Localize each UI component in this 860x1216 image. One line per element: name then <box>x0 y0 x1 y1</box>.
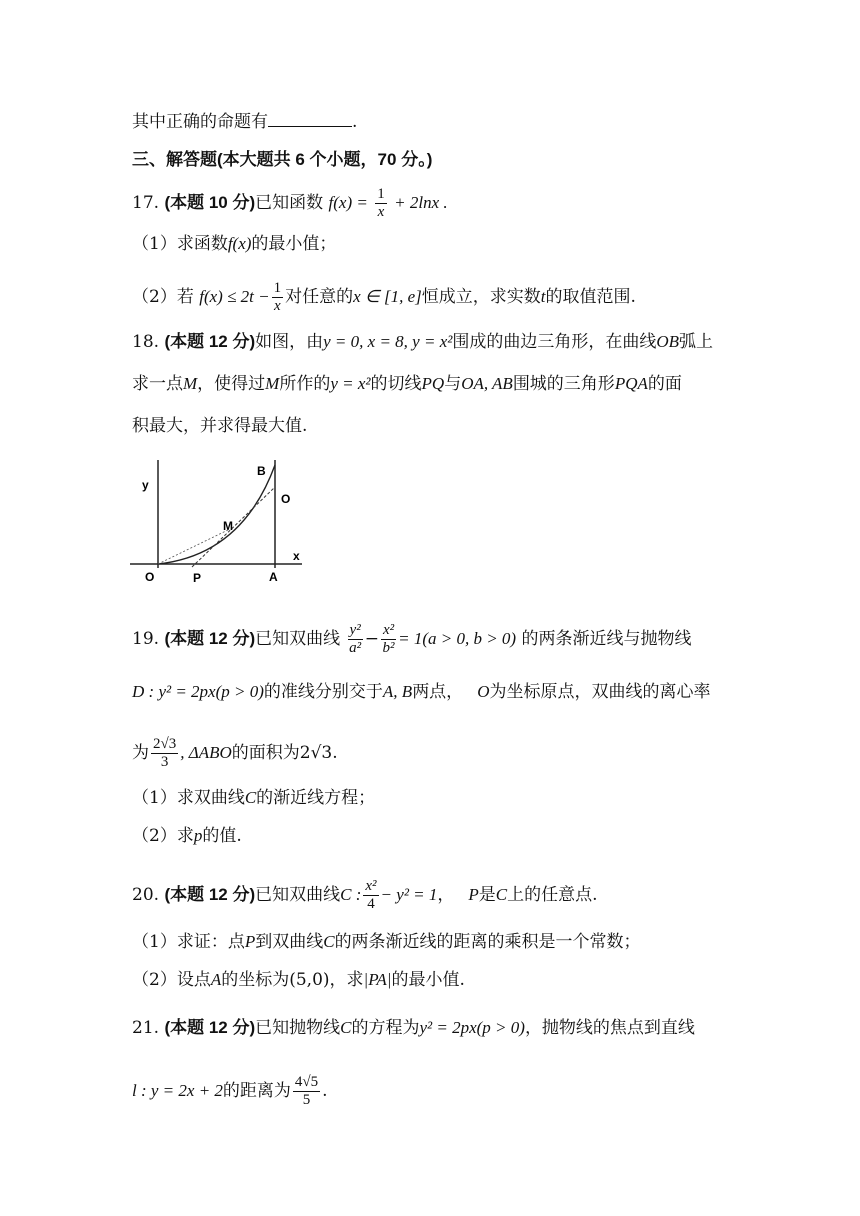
label-b: B <box>257 464 266 478</box>
q18-line2 <box>132 372 682 396</box>
q17-p1-f: f(x) <box>227 234 252 253</box>
q18-text: 所作的 <box>279 374 331 394</box>
q20-frac <box>363 878 378 913</box>
q17-number: 17. <box>132 193 160 213</box>
frac-numerator: x² <box>365 878 377 894</box>
q18-text: 弧上 <box>679 332 714 352</box>
frac-denominator: b² <box>382 640 395 656</box>
q19-text: 两点， <box>412 682 464 702</box>
q17-fraction <box>375 186 387 221</box>
q19-points: (本题 12 分) <box>164 629 256 648</box>
q18-math: PQ <box>421 374 445 393</box>
curve-ob <box>158 465 275 564</box>
q20-text: 的最小值. <box>391 970 465 990</box>
q20-math: (5,0) <box>289 970 330 990</box>
q18-text: 求一点 <box>132 374 183 394</box>
q21-text: 的距离为 <box>222 1081 291 1101</box>
q20-math: A <box>210 970 222 989</box>
frac-numerator: 1 <box>377 186 385 202</box>
q21-text: 已知抛物线 <box>255 1018 341 1038</box>
q20-text: ，求 <box>329 970 364 990</box>
q21-text: 的方程为 <box>351 1018 420 1038</box>
q19-math: O <box>477 682 490 701</box>
q20-stem <box>132 878 598 913</box>
q17-p2-pre: （2）若 <box>132 287 194 307</box>
q18-math: M <box>183 374 198 393</box>
q19-text: . <box>332 743 338 763</box>
q18-text: 与 <box>444 374 462 394</box>
q19-text: 为 <box>132 743 149 763</box>
q19-text: 已知双曲线 <box>255 629 341 649</box>
frac-denominator: 3 <box>160 754 169 770</box>
q18-text: 的面 <box>647 374 682 394</box>
label-p: P <box>193 571 202 585</box>
q19-frac-x <box>381 622 396 657</box>
frac-denominator: a² <box>349 640 362 656</box>
q20-math: C <box>495 885 508 904</box>
q18-math: y = 0, x = 8, y = x² <box>323 332 453 351</box>
q18-math: OB <box>656 332 680 351</box>
label-a: A <box>269 570 278 584</box>
q19-math: 2√3 <box>299 743 333 763</box>
q18-text: 围成的曲边三角形，在曲线 <box>452 332 657 352</box>
q17-p2-post: 恒成立，求实数 <box>421 287 541 307</box>
q19-text: （2）求 <box>132 826 194 846</box>
label-m: M <box>223 519 233 533</box>
q20-text: （2）设点 <box>132 970 211 990</box>
q21-points: (本题 12 分) <box>164 1018 256 1037</box>
q18-line1 <box>132 330 713 354</box>
frac-denominator: 4 <box>367 896 375 912</box>
q18-text: ，使得过 <box>197 374 266 394</box>
q19-line2 <box>132 680 710 704</box>
q17-intro: 已知函数 <box>255 193 324 213</box>
q20-math: − y² = 1 <box>380 885 438 904</box>
answer-blank <box>268 110 352 127</box>
q20-math: |PA| <box>363 970 392 989</box>
q17-p2-t: t <box>540 287 546 306</box>
q17-part2 <box>132 280 636 315</box>
q19-text: 的面积为 <box>231 743 300 763</box>
label-y: y <box>142 478 149 492</box>
q18-math: y = x² <box>330 374 371 393</box>
q19-text: （1）求双曲线 <box>132 788 245 808</box>
q19-text: 的渐近线方程； <box>256 788 376 808</box>
answer-blank-line <box>132 110 357 134</box>
chord-om <box>158 529 230 564</box>
q21-math: l : y = 2x + 2 <box>132 1081 223 1100</box>
q18-text: 的切线 <box>370 374 422 394</box>
frac-numerator: 1 <box>273 280 282 296</box>
frac-numerator: 4√5 <box>294 1074 319 1090</box>
q21-line1 <box>132 1016 695 1040</box>
q18-figure <box>130 455 330 585</box>
q19-math: = 1(a > 0, b > 0) <box>398 629 517 648</box>
frac-numerator: y² <box>349 622 361 638</box>
q17-p2-f: f(x) ≤ 2t − <box>199 287 270 306</box>
q20-text: 已知双曲线 <box>255 885 341 905</box>
label-o-origin: O <box>145 570 155 584</box>
q20-math: P <box>468 885 479 904</box>
q17-formula-lhs: f(x) = <box>328 193 368 212</box>
q18-text: 围城的三角形 <box>512 374 615 394</box>
q19-part2 <box>132 824 242 848</box>
q21-math: y² = 2px(p > 0) <box>419 1018 525 1037</box>
q19-frac-e <box>151 736 178 771</box>
q21-number: 21. <box>132 1018 160 1038</box>
frac-denominator: 5 <box>302 1092 311 1108</box>
q20-text: （1）求证：点 <box>132 932 245 952</box>
q18-number: 18. <box>132 332 160 352</box>
q20-number: 20. <box>132 885 160 905</box>
q21-line2 <box>132 1074 328 1109</box>
label-x: x <box>293 549 300 563</box>
q19-line3 <box>132 736 338 771</box>
q18-text: 如图，由 <box>255 332 324 352</box>
q19-line1 <box>132 622 692 657</box>
frac-denominator: x <box>274 298 281 314</box>
q19-math: D : y² = 2px(p > 0) <box>132 682 264 701</box>
q18-math: PQA <box>614 374 648 393</box>
q17-p2-set: x ∈ [1, e] <box>353 287 422 306</box>
q21-text: ，抛物线的焦点到直线 <box>524 1018 695 1038</box>
q19-math: p <box>193 826 203 845</box>
q18-math: M <box>265 374 280 393</box>
q17-p1-post: 的最小值； <box>251 234 337 254</box>
q20-math: C : <box>340 885 362 904</box>
q19-frac-y <box>348 622 363 657</box>
frac-numerator: x² <box>382 622 395 638</box>
q19-math: A, B <box>382 682 413 701</box>
q19-text: 的准线分别交于 <box>263 682 383 702</box>
section-heading: 三、解答题(本大题共 6 个小题，70 分。) <box>132 150 433 169</box>
answer-suffix: . <box>352 112 358 132</box>
q19-text: 的值. <box>202 826 242 846</box>
q18-points: (本题 12 分) <box>164 332 256 351</box>
q17-part1 <box>132 232 336 256</box>
frac-denominator: x <box>377 204 385 220</box>
q19-text: 为坐标原点，双曲线的离心率 <box>489 682 711 702</box>
frac-numerator: 2√3 <box>153 736 177 752</box>
q19-math: C <box>244 788 257 807</box>
q17-p2-end: 的取值范围. <box>545 287 636 307</box>
q17-p2-mid: 对任意的 <box>285 287 354 307</box>
q20-math: P <box>244 932 256 951</box>
q20-text: 到双曲线 <box>255 932 324 952</box>
q21-text: . <box>322 1081 328 1101</box>
q19-minus: − <box>364 629 379 649</box>
q21-frac <box>293 1074 320 1109</box>
q20-text: 的两条渐近线的距离的乘积是一个常数； <box>334 932 641 952</box>
q20-points: (本题 12 分) <box>164 885 256 904</box>
q20-text: 的坐标为 <box>221 970 290 990</box>
q21-math: C <box>340 1018 352 1037</box>
q19-text: 的两条渐近线与抛物线 <box>521 629 692 649</box>
q20-text: ， <box>437 885 455 905</box>
q18-line3: 积最大，并求得最大值. <box>132 416 308 436</box>
q17-points: (本题 10 分) <box>164 193 256 212</box>
q20-part2 <box>132 968 465 992</box>
tangent-pq <box>192 487 275 567</box>
q19-number: 19. <box>132 629 160 649</box>
q20-text: 是 <box>478 885 496 905</box>
q17-p2-fraction <box>272 280 284 315</box>
q20-text: 上的任意点. <box>507 885 598 905</box>
q20-math: C <box>323 932 335 951</box>
answer-prefix: 其中正确的命题有 <box>132 112 268 132</box>
q20-part1 <box>132 930 641 954</box>
q18-math: OA, AB <box>461 374 513 393</box>
q17-stem <box>132 186 448 221</box>
q17-formula-rhs: + 2lnx . <box>394 193 448 212</box>
q19-math: , ΔABO <box>180 743 232 762</box>
q19-part1 <box>132 786 375 810</box>
q17-p1-pre: （1）求函数 <box>132 234 228 254</box>
label-o-top: O <box>281 492 291 506</box>
